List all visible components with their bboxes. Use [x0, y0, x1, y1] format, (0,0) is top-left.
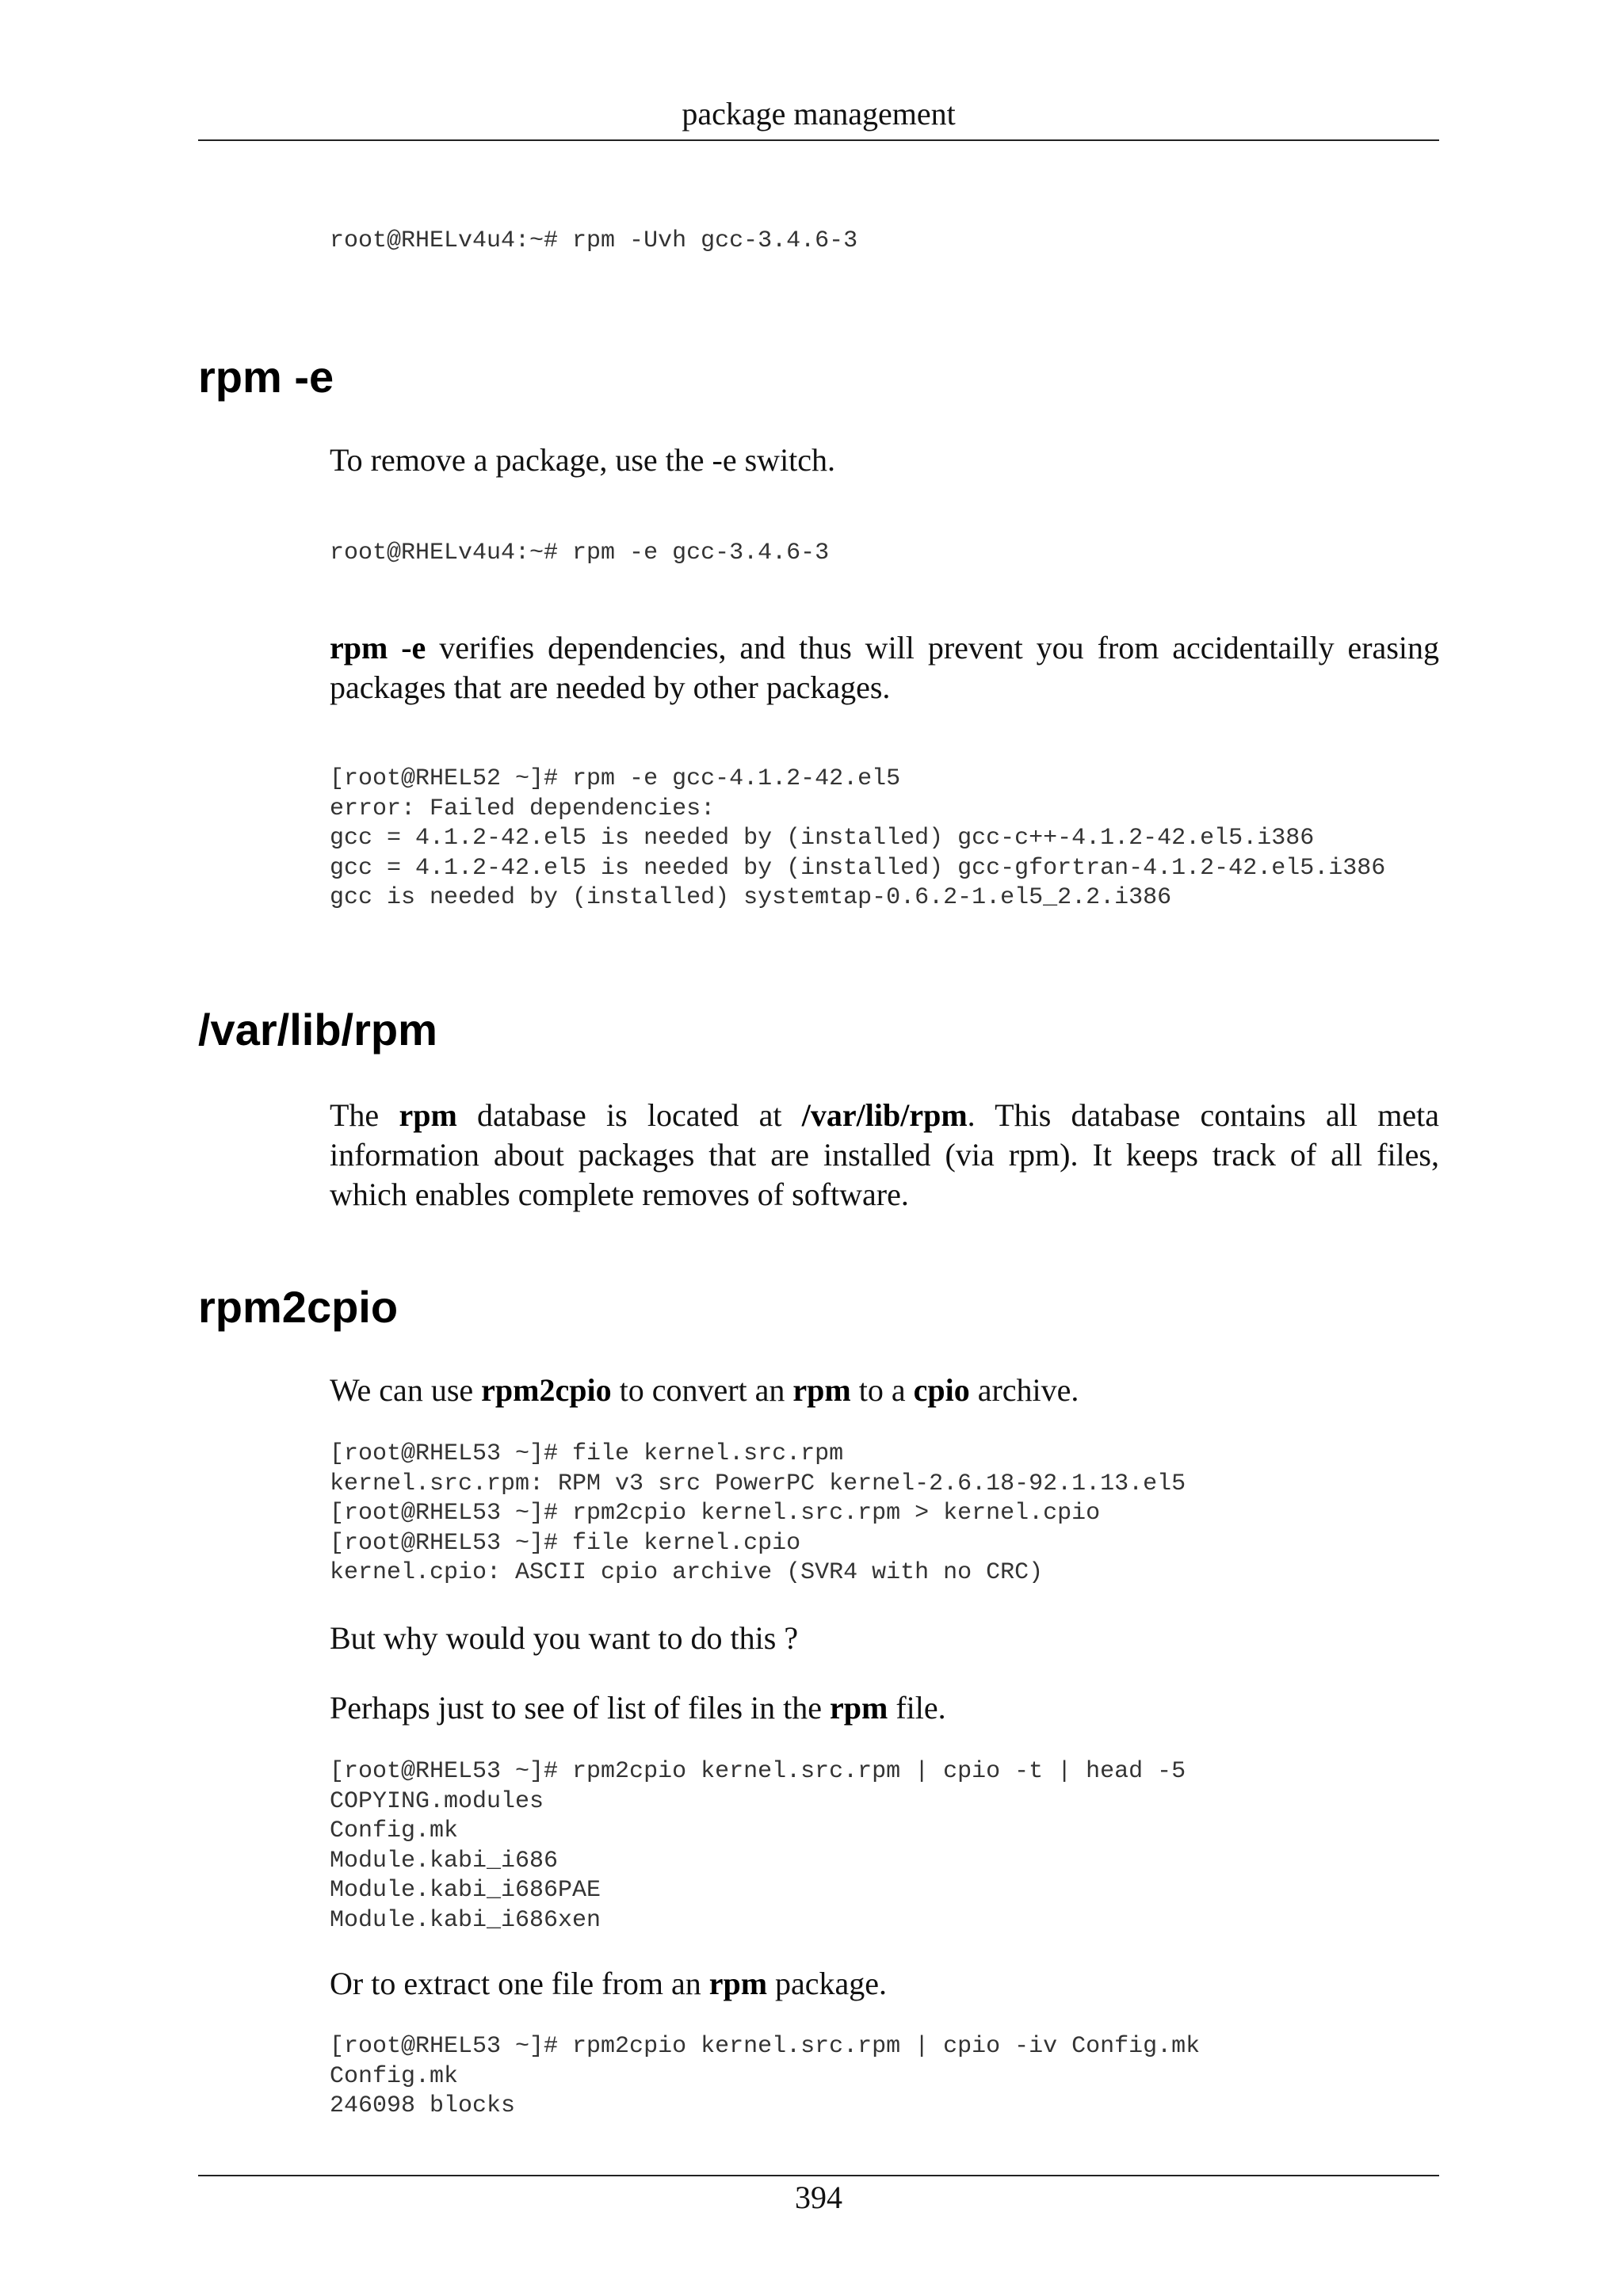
code-line: kernel.src.rpm: RPM v3 src PowerPC kernel-2.6.18-92.1.13.el5: [330, 1470, 1186, 1497]
code-line: [root@RHEL53 ~]# rpm2cpio kernel.src.rpm | cpio -iv Config.mk: [330, 2033, 1201, 2060]
code-block-rpm-e: [330, 539, 829, 569]
code-block-uvh: [330, 227, 857, 257]
paragraph-rpm2cpio-intro: We can use rpm2cpio to convert an rpm to a cpio archive.: [330, 1372, 1079, 1408]
section-heading-var-lib-rpm: /var/lib/rpm: [198, 1005, 437, 1055]
code-line: Module.kabi_i686: [330, 1847, 559, 1875]
code-block-cpio-extract: [330, 2032, 1200, 2122]
section-heading-rpm2cpio: rpm2cpio: [198, 1282, 399, 1332]
section-heading-rpm-e: rpm -e: [198, 352, 334, 402]
code-line: [root@RHEL53 ~]# file kernel.cpio: [330, 1529, 801, 1557]
code-block-cpio-list: [330, 1757, 1186, 1936]
header-rule: [198, 139, 1439, 141]
paragraph-rpm-database: The rpm database is located at /var/lib/rpm. This database contains all meta information about packages that are installed (via rpm). It keeps track of all files, which enables complete removes of software.: [330, 1097, 1439, 1212]
paragraph-list-files: Perhaps just to see of list of files in the rpm file.: [330, 1690, 946, 1726]
code-line: COPYING.modules: [330, 1787, 544, 1815]
code-line: [root@RHEL53 ~]# rpm2cpio kernel.src.rpm > kernel.cpio: [330, 1500, 1101, 1527]
code-line: [root@RHEL53 ~]# rpm2cpio kernel.src.rpm | cpio -t | head -5: [330, 1758, 1186, 1785]
code-line: root@RHELv4u4:~# rpm -e gcc-3.4.6-3: [330, 540, 830, 566]
code-line: [root@RHEL52 ~]# rpm -e gcc-4.1.2-42.el5: [330, 765, 901, 792]
footer-rule: [198, 2175, 1439, 2176]
code-line: gcc = 4.1.2-42.el5 is needed by (installed) gcc-gfortran-4.1.2-42.el5.i386: [330, 854, 1386, 882]
code-line: 246098 blocks: [330, 2092, 516, 2119]
paragraph-rpm-e-dependencies: rpm -e verifies dependencies, and thus will prevent you from accidentailly erasing packages that are needed by other packages.: [330, 630, 1439, 705]
code-line: Module.kabi_i686PAE: [330, 1877, 601, 1904]
code-line: root@RHELv4u4:~# rpm -Uvh gcc-3.4.6-3: [330, 227, 858, 254]
code-line: kernel.cpio: ASCII cpio archive (SVR4 with no CRC): [330, 1559, 1044, 1586]
command-name: rpm -e: [330, 630, 426, 666]
code-line: Config.mk: [330, 1817, 459, 1844]
paragraph-remove-intro: To remove a package, use the -e switch.: [330, 442, 836, 478]
page-number: 394: [795, 2180, 842, 2215]
code-line: gcc is needed by (installed) systemtap-0.6.2-1.el5_2.2.i386: [330, 884, 1172, 911]
paragraph-why: But why would you want to do this ?: [330, 1620, 799, 1656]
code-line: Config.mk: [330, 2062, 459, 2090]
paragraph-extract-file: Or to extract one file from an rpm package.: [330, 1966, 888, 2001]
code-line: gcc = 4.1.2-42.el5 is needed by (installed) gcc-c++-4.1.2-42.el5.i386: [330, 825, 1315, 852]
code-block-file-kernel: [330, 1440, 1186, 1589]
code-line: [root@RHEL53 ~]# file kernel.src.rpm: [330, 1440, 844, 1467]
code-block-failed-dependencies: [330, 765, 1385, 913]
code-line: Module.kabi_i686xen: [330, 1906, 601, 1934]
running-header: package management: [682, 96, 956, 132]
code-line: error: Failed dependencies:: [330, 795, 716, 822]
